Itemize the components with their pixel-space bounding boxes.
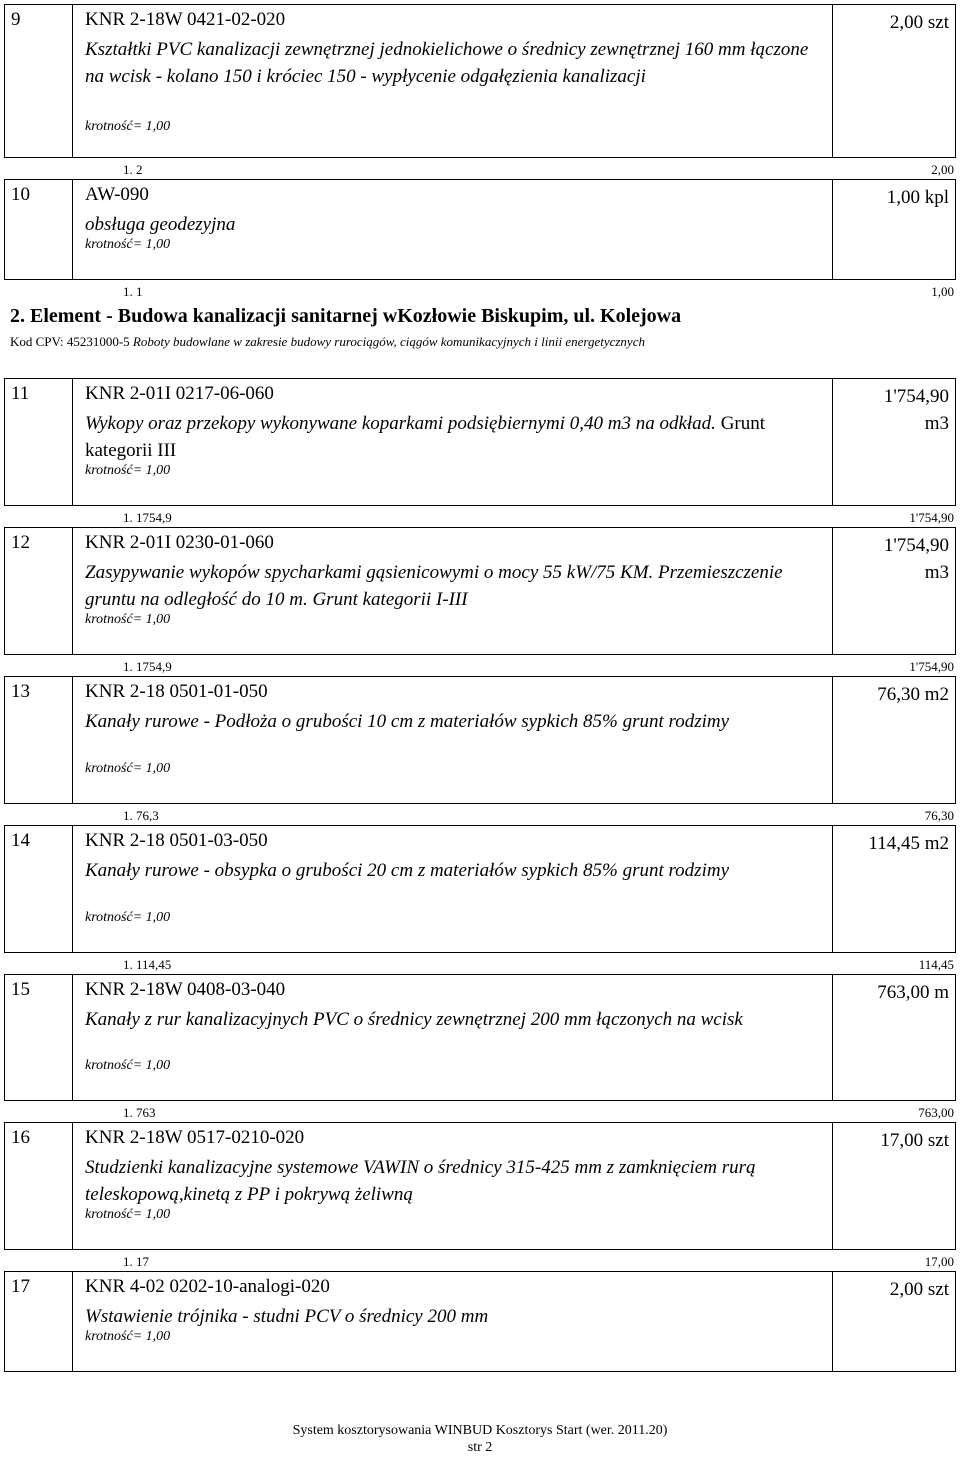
item-quantity: 1,00 kpl bbox=[886, 187, 949, 208]
cost-item-16 bbox=[4, 1122, 956, 1250]
item-multiplier: krotność= 1,00 bbox=[85, 119, 171, 134]
item-code: KNR 2-18 0501-01-050 bbox=[85, 681, 268, 702]
cost-item-17 bbox=[4, 1271, 956, 1372]
item-quantity: 114,45 m2 bbox=[868, 833, 949, 854]
calc-line-value: 1'754,90 bbox=[909, 510, 954, 525]
item-number: 14 bbox=[11, 830, 30, 851]
footer-page-number: str 2 bbox=[467, 1440, 493, 1455]
item-multiplier: krotność= 1,00 bbox=[85, 612, 171, 627]
item-multiplier: krotność= 1,00 bbox=[85, 1207, 171, 1222]
item-description: Kanały z rur kanalizacyjnych PVC o średnicy zewnętrznej 200 mm łączonych na wcisk bbox=[85, 1009, 743, 1030]
cost-item-14 bbox=[4, 825, 956, 953]
calc-line-value: 1,00 bbox=[931, 284, 954, 299]
calc-line-label: 1. 1754,9 bbox=[123, 659, 172, 674]
calc-line-value: 1'754,90 bbox=[909, 659, 954, 674]
calc-line-label: 1. 1754,9 bbox=[123, 510, 172, 525]
calc-line-label: 1. 1 bbox=[123, 284, 143, 299]
item-code: KNR 4-02 0202-10-analogi-020 bbox=[85, 1276, 330, 1297]
item-number: 15 bbox=[11, 979, 30, 1000]
cost-item-11 bbox=[4, 378, 956, 506]
item-number: 17 bbox=[11, 1276, 30, 1297]
cost-item-15 bbox=[4, 974, 956, 1101]
item-code: KNR 2-18W 0517-0210-020 bbox=[85, 1127, 305, 1148]
item-description: Zasypywanie wykopów spycharkami gąsienicowymi o mocy 55 kW/75 KM. Przemieszczenie gruntu na odległość do 10 m. Grunt kategorii I-III bbox=[85, 562, 783, 610]
item-description: Kanały rurowe - Podłoża o grubości 10 cm z materiałów sypkich 85% grunt rodzimy bbox=[85, 711, 730, 732]
item-quantity: 17,00 szt bbox=[880, 1130, 949, 1151]
item-description: Studzienki kanalizacyjne systemowe VAWIN o średnicy 315-425 mm z zamknięciem rurą teleskopową,kinetą z PP i pokrywą żeliwną bbox=[85, 1157, 756, 1205]
cost-item-9 bbox=[4, 4, 956, 158]
calc-line-value: 763,00 bbox=[918, 1105, 954, 1120]
cost-item-12 bbox=[4, 527, 956, 655]
item-description: obsługa geodezyjna bbox=[85, 214, 236, 235]
calc-line-value: 17,00 bbox=[924, 1254, 954, 1269]
item-description: Kanały rurowe - obsypka o grubości 20 cm z materiałów sypkich 85% grunt rodzimy bbox=[85, 860, 730, 881]
item-number: 10 bbox=[11, 184, 30, 205]
item-description: Wykopy oraz przekopy wykonywane koparkami podsiębiernymi 0,40 m3 na odkład. Grunt kategorii III bbox=[85, 413, 766, 461]
item-multiplier: krotność= 1,00 bbox=[85, 463, 171, 478]
item-description-upright: Grunt kategorii III bbox=[85, 413, 766, 461]
item-quantity: 1'754,90 m3 bbox=[883, 386, 949, 434]
section-title: 2. Element - Budowa kanalizacji sanitarnej wKozłowie Biskupim, ul. Kolejowa bbox=[10, 305, 682, 327]
calc-line-label: 1. 763 bbox=[123, 1105, 156, 1120]
item-multiplier: krotność= 1,00 bbox=[85, 1058, 171, 1073]
item-code: KNR 2-01I 0217-06-060 bbox=[85, 383, 274, 404]
item-code: KNR 2-18W 0421-02-020 bbox=[85, 9, 286, 30]
item-number: 9 bbox=[11, 9, 21, 30]
calc-line-value: 76,30 bbox=[924, 808, 954, 823]
item-description: Wstawienie trójnika - studni PCV o średnicy 200 mm bbox=[85, 1306, 489, 1327]
item-unit: m3 bbox=[924, 413, 949, 434]
item-multiplier: krotność= 1,00 bbox=[85, 910, 171, 925]
calc-line-label: 1. 76,3 bbox=[123, 808, 159, 823]
item-code: KNR 2-18 0501-03-050 bbox=[85, 830, 268, 851]
calc-line-value: 114,45 bbox=[918, 957, 954, 972]
cpv-code bbox=[10, 334, 645, 350]
calc-line-label: 1. 2 bbox=[123, 162, 143, 177]
footer-software: System kosztorysowania WINBUD Kosztorys Start (wer. 2011.20) bbox=[292, 1423, 668, 1438]
item-code: KNR 2-01I 0230-01-060 bbox=[85, 532, 274, 553]
item-number: 16 bbox=[11, 1127, 30, 1148]
item-unit: m3 bbox=[924, 562, 949, 583]
item-multiplier: krotność= 1,00 bbox=[85, 237, 171, 252]
item-multiplier: krotność= 1,00 bbox=[85, 1329, 171, 1344]
item-description: Kształtki PVC kanalizacji zewnętrznej jednokielichowe o średnicy zewnętrznej 160 mm łączone na wcisk - kolano 150 i króciec 150 - wypłycenie odgałęzienia kanalizacji bbox=[85, 39, 809, 87]
cpv-label: Kod CPV: 45231000-5 bbox=[10, 334, 130, 349]
item-number: 13 bbox=[11, 681, 30, 702]
item-quantity: 1'754,90 m3 bbox=[883, 535, 949, 583]
cpv-description: Roboty budowlane w zakresie budowy rurociągów, ciągów komunikacyjnych i linii energetycznych bbox=[129, 334, 645, 349]
item-code: AW-090 bbox=[85, 184, 149, 205]
item-number: 11 bbox=[11, 383, 30, 404]
cost-item-10 bbox=[4, 179, 956, 280]
item-quantity: 763,00 m bbox=[877, 982, 949, 1003]
calc-line-value: 2,00 bbox=[931, 162, 954, 177]
calc-line-label: 1. 114,45 bbox=[123, 957, 172, 972]
item-quantity: 2,00 szt bbox=[889, 12, 949, 33]
item-quantity: 76,30 m2 bbox=[877, 684, 949, 705]
item-code: KNR 2-18W 0408-03-040 bbox=[85, 979, 286, 1000]
item-quantity: 2,00 szt bbox=[889, 1279, 949, 1300]
cost-item-13 bbox=[4, 676, 956, 804]
calc-line-label: 1. 17 bbox=[123, 1254, 149, 1269]
item-multiplier: krotność= 1,00 bbox=[85, 761, 171, 776]
item-number: 12 bbox=[11, 532, 30, 553]
